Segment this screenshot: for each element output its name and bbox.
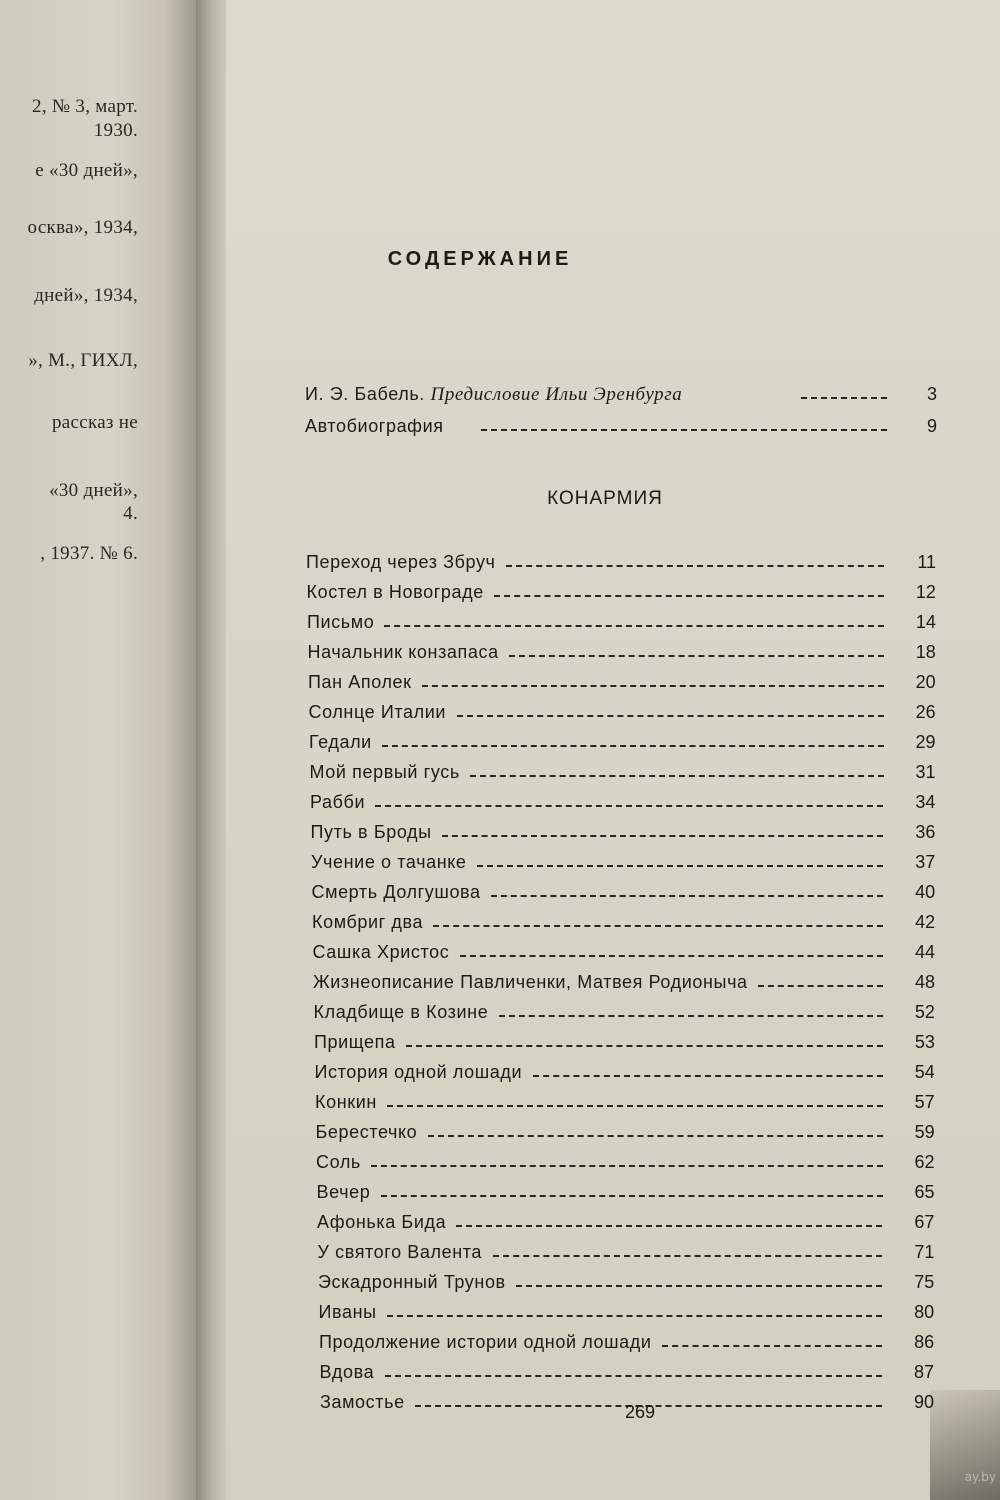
section-heading: КОНАРМИЯ <box>547 488 663 509</box>
toc-row <box>316 1122 935 1148</box>
watermark: ay.by <box>964 1470 996 1484</box>
toc-entry-page: 54 <box>914 1062 935 1082</box>
leader-dashes <box>758 985 883 987</box>
leader-dashes <box>384 625 884 627</box>
toc-heading: СОДЕРЖАНИЕ <box>387 248 573 270</box>
left-page-line: 4. <box>123 503 138 524</box>
toc-entry-page: 18 <box>915 642 936 662</box>
toc-entry-page: 86 <box>914 1332 935 1352</box>
leader-dashes <box>460 955 884 957</box>
toc-entry-title: Комбриг два <box>312 912 424 932</box>
leader-dashes <box>375 805 883 807</box>
toc-entry-page: 31 <box>915 762 936 782</box>
toc-entry-title: Эскадронный Трунов <box>318 1272 506 1292</box>
leader-dashes <box>470 775 884 777</box>
toc-row <box>309 732 936 758</box>
leader-dashes <box>516 1285 882 1287</box>
toc-entry-title: Афонька Бида <box>317 1212 447 1232</box>
toc-row <box>315 1092 935 1118</box>
leader-dashes <box>481 429 887 431</box>
toc-entry-title: Солнце Италии <box>308 702 447 722</box>
leader-dashes <box>662 1345 882 1347</box>
toc-row <box>307 612 936 638</box>
toc-entry-title: Мой первый гусь <box>309 762 460 782</box>
leader-dashes <box>406 1045 883 1047</box>
leader-dashes <box>442 835 884 837</box>
toc-entry-title: Гедали <box>309 732 372 752</box>
toc-entry-page: 29 <box>915 732 936 752</box>
toc-row <box>319 1302 935 1328</box>
leader-dashes <box>387 1105 883 1107</box>
toc-entry-page: 57 <box>914 1092 935 1112</box>
toc-row <box>312 912 935 938</box>
toc-row <box>318 1242 935 1268</box>
toc-entry-title: Костел в Новограде <box>306 582 484 602</box>
toc-entry-page: 71 <box>914 1242 935 1262</box>
left-page-line: рассказ не <box>51 412 138 433</box>
leader-dashes <box>506 565 884 567</box>
toc-row <box>309 702 936 728</box>
toc-entry-page: 3 <box>926 384 937 404</box>
leader-dashes <box>493 1255 883 1257</box>
left-page-line: осква», 1934, <box>27 217 138 238</box>
leader-dashes <box>509 655 884 657</box>
left-page-line: дней», 1934, <box>34 285 138 306</box>
toc-entry-title: Вдова <box>319 1362 375 1382</box>
toc-entry-title: Прищепа <box>314 1032 396 1052</box>
left-page <box>0 0 200 1500</box>
toc-entry-page: 20 <box>915 672 936 692</box>
toc-entry-page: 12 <box>915 582 936 602</box>
toc-entry-title: Начальник конзапаса <box>307 642 499 662</box>
toc-row <box>320 1362 935 1388</box>
toc-entry-title: Иваны <box>318 1302 377 1322</box>
toc-row <box>314 1002 935 1028</box>
leader-dashes <box>381 1195 883 1197</box>
toc-entry-page: 44 <box>915 942 936 962</box>
toc-row <box>312 882 936 908</box>
toc-entry-page: 9 <box>926 416 937 436</box>
toc-entry-page: 34 <box>915 792 936 812</box>
toc-entry-title: Пан Аполек <box>308 672 412 692</box>
toc-entry-page: 62 <box>914 1152 935 1172</box>
toc-row <box>316 1152 935 1178</box>
left-page-line: », М., ГИХЛ, <box>28 350 138 371</box>
toc-row <box>315 1062 935 1088</box>
toc-row-autobiography <box>305 416 937 442</box>
leader-dashes <box>491 895 884 897</box>
leader-dashes <box>499 1015 883 1017</box>
toc-entry-title <box>305 384 682 406</box>
toc-entry-title: Переход через Збруч <box>306 552 496 572</box>
toc-row <box>306 552 936 578</box>
toc-row <box>314 1032 935 1058</box>
toc-entry-title: Вечер <box>316 1182 371 1202</box>
toc-row <box>311 852 935 878</box>
leader-dashes <box>457 715 884 717</box>
page-number: 269 <box>624 1402 656 1422</box>
toc-entry-author: И. Э. Бабель. <box>305 384 425 404</box>
toc-entry-italic-title: Предисловие Ильи Эренбурга <box>430 384 683 405</box>
toc-entry-page: 40 <box>915 882 936 902</box>
toc-row <box>310 792 935 818</box>
book-gutter <box>196 0 230 1500</box>
toc-entry-title: Рабби <box>310 792 366 812</box>
toc-row <box>313 942 936 968</box>
toc-entry-title: Продолжение истории одной лошади <box>319 1332 652 1352</box>
toc-entry-title: Соль <box>316 1152 361 1172</box>
toc-row <box>317 1182 935 1208</box>
toc-entry-page: 37 <box>915 852 936 872</box>
left-page-line: 1930. <box>93 120 138 141</box>
toc-entry-page: 14 <box>915 612 936 632</box>
leader-dashes <box>494 595 884 597</box>
toc-entry-title: Сашка Христос <box>312 942 450 962</box>
left-page-line: е «30 дней», <box>35 160 138 181</box>
toc-row <box>307 582 936 608</box>
leader-dashes <box>371 1165 883 1167</box>
toc-entry-title: Кладбище в Козине <box>313 1002 489 1022</box>
toc-entry-title: Автобиография <box>305 416 444 436</box>
toc-row-foreword <box>305 384 937 410</box>
leader-dashes <box>456 1225 882 1227</box>
toc-row <box>313 972 935 998</box>
left-page-line: 2, № 3, март. <box>32 96 138 117</box>
left-page-line: , 1937. № 6. <box>40 543 138 564</box>
toc-entry-page: 80 <box>914 1302 935 1322</box>
toc-entry-page: 67 <box>914 1212 935 1232</box>
toc-entry-page: 65 <box>914 1182 935 1202</box>
toc-row <box>319 1332 934 1358</box>
toc-entry-title: Письмо <box>307 612 375 632</box>
toc-row <box>317 1212 934 1238</box>
toc-entry-page: 53 <box>914 1032 935 1052</box>
toc-entry-page: 87 <box>914 1362 935 1382</box>
toc-row <box>311 822 936 848</box>
leader-dashes <box>387 1315 883 1317</box>
leader-dashes <box>422 685 884 687</box>
toc-row <box>318 1272 934 1298</box>
toc-entry-page: 59 <box>914 1122 935 1142</box>
toc-row <box>308 642 936 668</box>
left-page-line: «30 дней», <box>49 480 138 501</box>
toc-entry-title: У святого Валента <box>317 1242 483 1262</box>
toc-entry-title: Смерть Долгушова <box>311 882 481 902</box>
toc-entry-page: 26 <box>915 702 936 722</box>
toc-row <box>310 762 936 788</box>
toc-entry-page: 42 <box>915 912 936 932</box>
toc-entry-page: 75 <box>914 1272 935 1292</box>
toc-entry-title: Учение о тачанке <box>311 852 467 872</box>
toc-entry-title: Берестечко <box>315 1122 418 1142</box>
toc-row <box>308 672 936 698</box>
toc-entry-title: Конкин <box>315 1092 377 1112</box>
toc-entry-page: 90 <box>913 1392 934 1412</box>
leader-dashes <box>433 925 883 927</box>
toc-entry-title: Жизнеописание Павличенки, Матвея Родионыча <box>313 972 748 992</box>
toc-entry-page: 11 <box>917 552 936 572</box>
leader-dashes <box>382 745 884 747</box>
leader-dashes <box>477 865 883 867</box>
leader-dashes <box>533 1075 883 1077</box>
toc-entry-title: Замостье <box>320 1392 405 1412</box>
toc-entry-page: 52 <box>914 1002 935 1022</box>
toc-entry-page: 48 <box>914 972 935 992</box>
toc-entry-title: История одной лошади <box>314 1062 523 1082</box>
leader-dashes <box>801 397 887 399</box>
toc-entry-page: 36 <box>915 822 936 842</box>
leader-dashes <box>385 1375 883 1377</box>
toc-entry-title: Путь в Броды <box>310 822 432 842</box>
leader-dashes <box>428 1135 883 1137</box>
